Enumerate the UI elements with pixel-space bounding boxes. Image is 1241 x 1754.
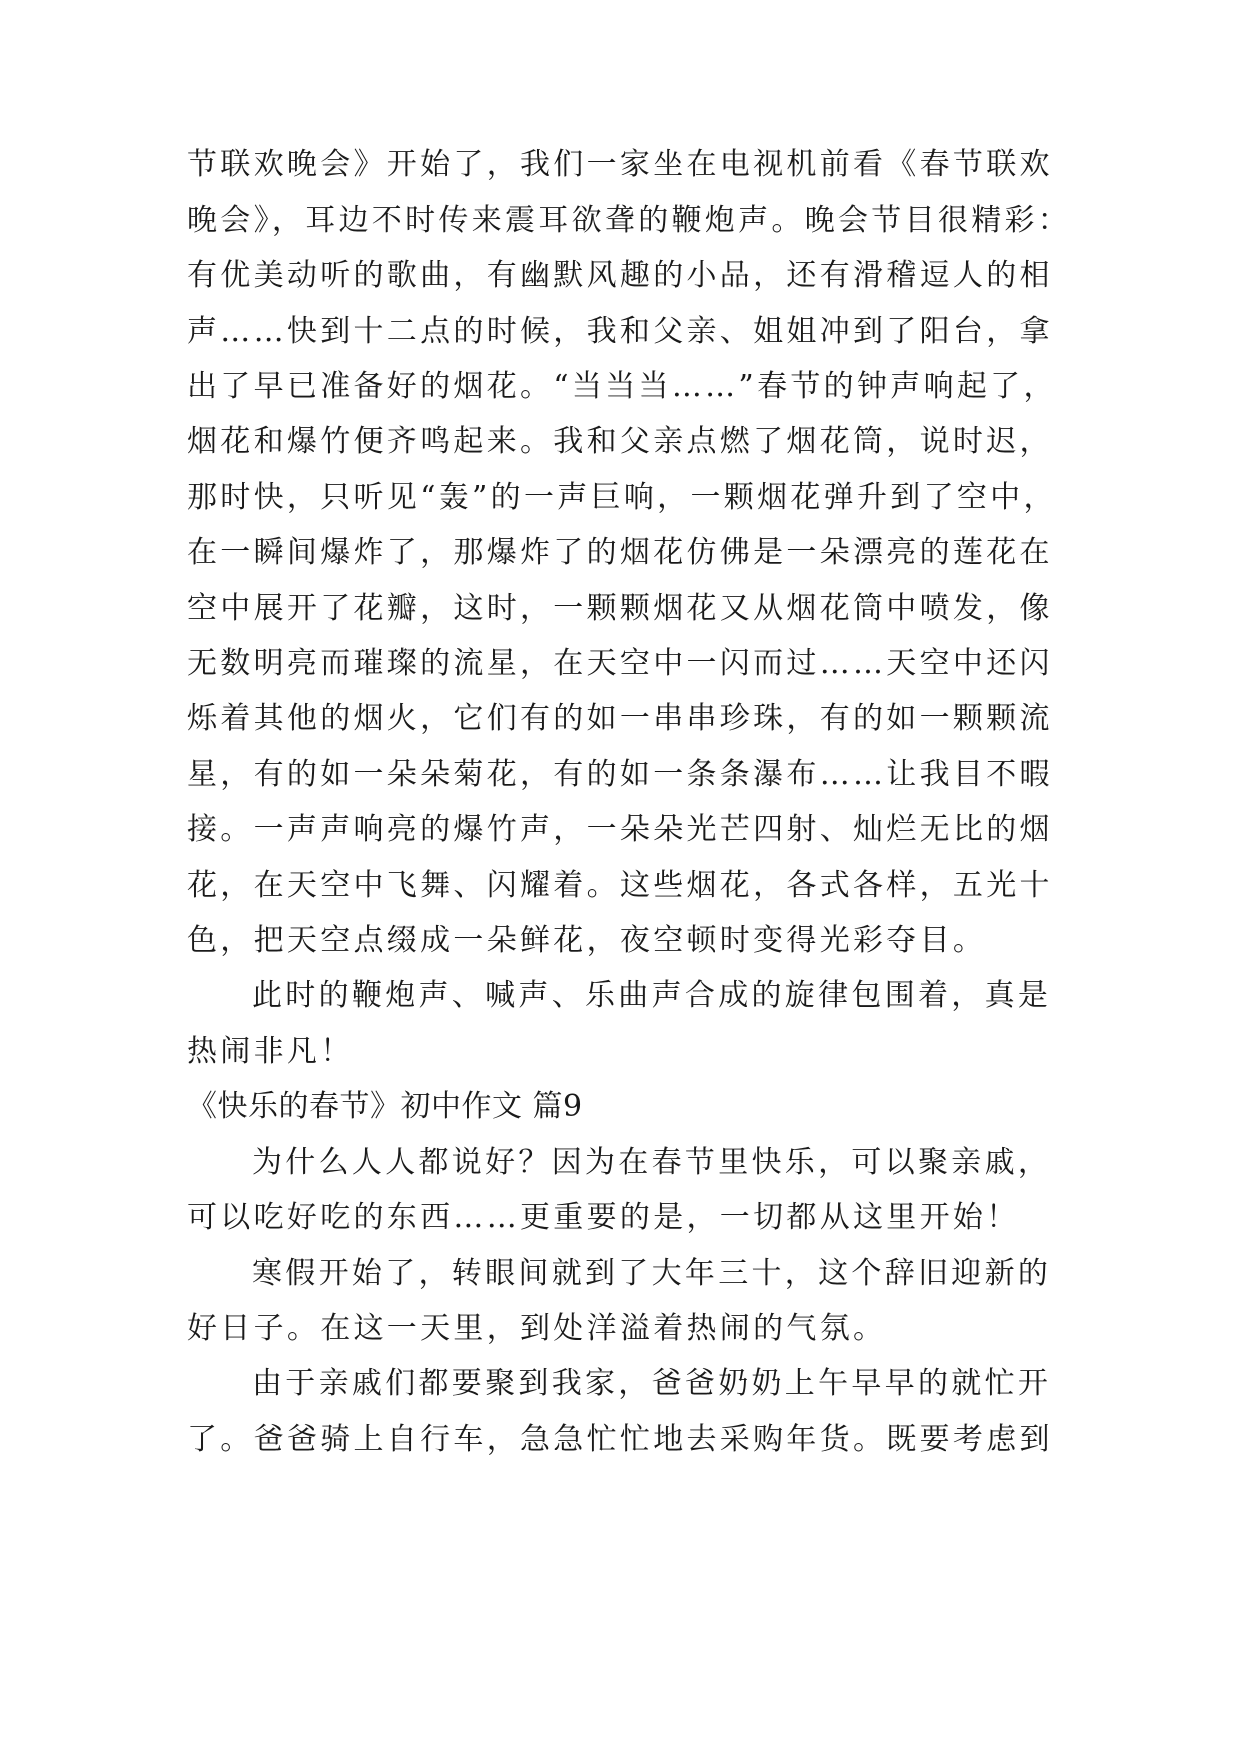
text-line: 色，把天空点缀成一朵鲜花，夜空顿时变得光彩夺目。 <box>187 923 987 958</box>
text-line: 空中展开了花瓣，这时，一颗颗烟花又从烟花筒中喷发，像 <box>187 591 1053 626</box>
text-line: 热闹非凡！ <box>187 1034 354 1069</box>
text-line: 可以吃好吃的东西……更重要的是，一切都从这里开始！ <box>187 1200 1020 1235</box>
text-line: 节联欢晚会》开始了，我们一家坐在电视机前看《春节联欢 <box>187 147 1053 182</box>
text-line: 烟花和爆竹便齐鸣起来。我和父亲点燃了烟花筒，说时迟， <box>187 424 1053 459</box>
text-line: 晚会》，耳边不时传来震耳欲聋的鞭炮声。晚会节目很精彩： <box>187 203 1072 238</box>
text-line: 出了早已准备好的烟花。“当当当……”春节的钟声响起了， <box>187 369 1057 404</box>
text-line: 星，有的如一朵朵菊花，有的如一条条瀑布……让我目不暇 <box>187 757 1053 792</box>
text-line: 接。一声声响亮的爆竹声，一朵朵光芒四射、灿烂无比的烟 <box>187 812 1053 847</box>
text-line: 声……快到十二点的时候，我和父亲、姐姐冲到了阳台，拿 <box>187 314 1053 349</box>
text-line: 了。爸爸骑上自行车，急急忙忙地去采购年货。既要考虑到 <box>187 1422 1053 1457</box>
text-line: 那时快，只听见“轰”的一声巨响，一颗烟花弹升到了空中， <box>187 480 1057 515</box>
text-line: 由于亲戚们都要聚到我家，爸爸奶奶上午早早的就忙开 <box>252 1366 1052 1401</box>
text-line: 此时的鞭炮声、喊声、乐曲声合成的旋律包围着，真是 <box>252 978 1052 1013</box>
section-heading: 《快乐的春节》初中作文 篇9 <box>187 1089 583 1124</box>
text-line: 烁着其他的烟火，它们有的如一串串珍珠，有的如一颗颗流 <box>187 701 1053 736</box>
text-line: 在一瞬间爆炸了，那爆炸了的烟花仿佛是一朵漂亮的莲花在 <box>187 535 1053 570</box>
text-line: 寒假开始了，转眼间就到了大年三十，这个辞旧迎新的 <box>252 1256 1052 1291</box>
text-line: 为什么人人都说好？因为在春节里快乐，可以聚亲戚， <box>252 1145 1052 1180</box>
text-line: 无数明亮而璀璨的流星，在天空中一闪而过……天空中还闪 <box>187 646 1053 681</box>
text-line: 花，在天空中飞舞、闪耀着。这些烟花，各式各样，五光十 <box>187 868 1053 903</box>
text-line: 好日子。在这一天里，到处洋溢着热闹的气氛。 <box>187 1311 887 1346</box>
text-line: 有优美动听的歌曲，有幽默风趣的小品，还有滑稽逗人的相 <box>187 258 1053 293</box>
